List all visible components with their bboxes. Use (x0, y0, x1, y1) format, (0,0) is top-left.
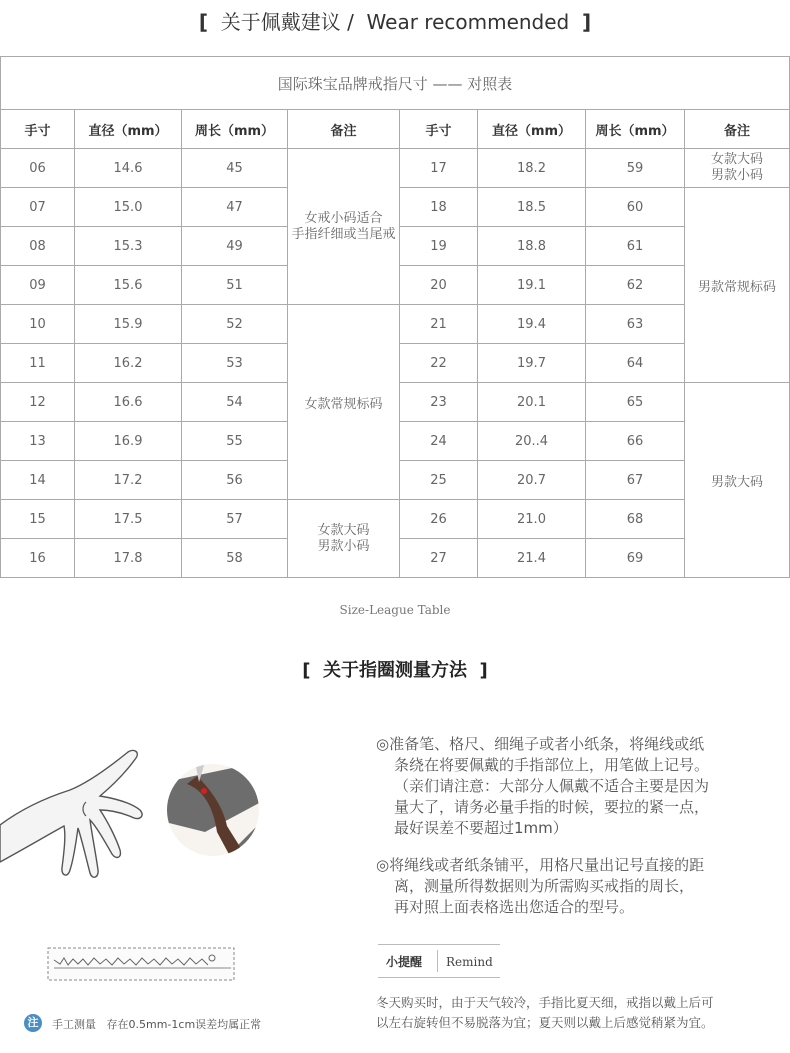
table-cell: 25 (400, 461, 478, 500)
table-cell: 20 (400, 266, 478, 305)
table-cell: 12 (1, 383, 75, 422)
table-cell: 19.7 (478, 344, 586, 383)
table-cell: 13 (1, 422, 75, 461)
col-header: 周长（mm） (586, 110, 685, 149)
table-cell: 16.9 (75, 422, 182, 461)
table-cell: 17.5 (75, 500, 182, 539)
measure-step-2: ◎将绳线或者纸条铺平，用格尺量出记号直接的距 离，测量所得数据则为所需购买戒指的周长， 再对照上面表格选出您适合的型号。 (376, 856, 705, 916)
table-cell: 54 (182, 383, 288, 422)
col-header: 手寸 (400, 110, 478, 149)
col-header: 周长（mm） (182, 110, 288, 149)
table-cell: 20..4 (478, 422, 586, 461)
table-cell: 53 (182, 344, 288, 383)
finger-closeup-icon (165, 762, 261, 858)
table-cell: 18.8 (478, 227, 586, 266)
red-mark-icon (201, 788, 207, 794)
table-cell: 64 (586, 344, 685, 383)
table-cell: 17.2 (75, 461, 182, 500)
table-cell: 45 (182, 149, 288, 188)
bullet-icon: ◎ (376, 856, 390, 874)
table-cell: 49 (182, 227, 288, 266)
table-cell: 17.8 (75, 539, 182, 578)
note-cell: 女戒小码适合 手指纤细或当尾戒 (288, 149, 400, 305)
table-cell: 15 (1, 500, 75, 539)
table-cell: 06 (1, 149, 75, 188)
table-cell: 16.6 (75, 383, 182, 422)
table-cell: 11 (1, 344, 75, 383)
note-cell: 女款常规标码 (288, 305, 400, 500)
remind-text: 冬天购买时，由于天气较冷，手指比夏天细，戒指以戴上后可 以左右旋转但不易脱落为宜；夏天则以戴上后感觉稍紧为宜。 (376, 995, 714, 1030)
note-cell: 男款大码 (685, 383, 790, 578)
table-cell: 66 (586, 422, 685, 461)
table-row (1, 500, 790, 539)
table-cell: 60 (586, 188, 685, 227)
table-cell: 18.2 (478, 149, 586, 188)
table-cell: 68 (586, 500, 685, 539)
table-cell: 57 (182, 500, 288, 539)
ruler-illustration (46, 942, 236, 986)
measure-step-1: ◎准备笔、格尺、细绳子或者小纸条，将绳线或纸 条绕在将要佩戴的手指部位上，用笔做上记号。 （亲们请注意：大部分人佩戴不适合主要是因为 量大了，请务必量手指的时候，要拉的紧一点， 最好误差不要超过1mm） (376, 735, 710, 837)
table-cell: 27 (400, 539, 478, 578)
table-cell: 21.4 (478, 539, 586, 578)
table-cell: 65 (586, 383, 685, 422)
table-cell: 19 (400, 227, 478, 266)
col-header: 直径（mm） (478, 110, 586, 149)
table-cell: 14 (1, 461, 75, 500)
bullet-icon: ◎ (376, 735, 390, 753)
title-en: Wear recommended (366, 10, 570, 34)
table-caption: 国际珠宝品牌戒指尺寸 —— 对照表 (1, 57, 790, 110)
col-header: 备注 (685, 110, 790, 149)
table-cell: 18 (400, 188, 478, 227)
table-cell: 59 (586, 149, 685, 188)
note-icon: 注 (24, 1014, 42, 1032)
remind-label-cn: 小提醒 (386, 955, 423, 969)
table-cell: 17 (400, 149, 478, 188)
table-cell: 14.6 (75, 149, 182, 188)
table-cell: 63 (586, 305, 685, 344)
table-cell: 24 (400, 422, 478, 461)
table-cell: 51 (182, 266, 288, 305)
table-cell: 62 (586, 266, 685, 305)
size-table (0, 56, 790, 578)
col-header: 备注 (288, 110, 400, 149)
table-cell: 52 (182, 305, 288, 344)
col-header: 直径（mm） (75, 110, 182, 149)
table-cell: 09 (1, 266, 75, 305)
table-cell: 19.1 (478, 266, 586, 305)
table-cell: 16 (1, 539, 75, 578)
table-cell: 16.2 (75, 344, 182, 383)
title-cn: 关于佩戴建议 (220, 10, 341, 34)
table-cell: 18.5 (478, 188, 586, 227)
table-cell: 47 (182, 188, 288, 227)
table-cell: 58 (182, 539, 288, 578)
table-cell: 15.9 (75, 305, 182, 344)
note-cell: 女款大码 男款小码 (685, 149, 790, 188)
table-cell: 08 (1, 227, 75, 266)
remind-label-en: Remind (446, 955, 493, 969)
table-cell: 21 (400, 305, 478, 344)
note-cell: 男款常规标码 (685, 188, 790, 383)
table-cell: 07 (1, 188, 75, 227)
footnote: 手工测量 存在0.5mm-1cm误差均属正常 (52, 1018, 262, 1031)
table-cell: 67 (586, 461, 685, 500)
table-cell: 26 (400, 500, 478, 539)
section-title-measure: [ 关于指圈测量方法 ] (302, 660, 488, 681)
table-label: Size-League Table (339, 603, 451, 617)
table-header-row (1, 110, 790, 149)
table-cell: 15.6 (75, 266, 182, 305)
table-cell: 21.0 (478, 500, 586, 539)
note-cell: 女款大码 男款小码 (288, 500, 400, 578)
table-cell: 69 (586, 539, 685, 578)
table-cell: 10 (1, 305, 75, 344)
table-cell: 23 (400, 383, 478, 422)
table-cell: 19.4 (478, 305, 586, 344)
table-cell: 20.1 (478, 383, 586, 422)
remind-divider (437, 950, 438, 972)
table-row (1, 305, 790, 344)
table-cell: 56 (182, 461, 288, 500)
table-row (1, 149, 790, 188)
table-cell: 20.7 (478, 461, 586, 500)
table-cell: 15.0 (75, 188, 182, 227)
table-cell: 61 (586, 227, 685, 266)
section-title-wear: [ 关于佩戴建议 / Wear recommended ] (198, 10, 592, 34)
hand-illustration (0, 740, 160, 900)
table-cell: 22 (400, 344, 478, 383)
col-header: 手寸 (1, 110, 75, 149)
table-cell: 55 (182, 422, 288, 461)
table-cell: 15.3 (75, 227, 182, 266)
